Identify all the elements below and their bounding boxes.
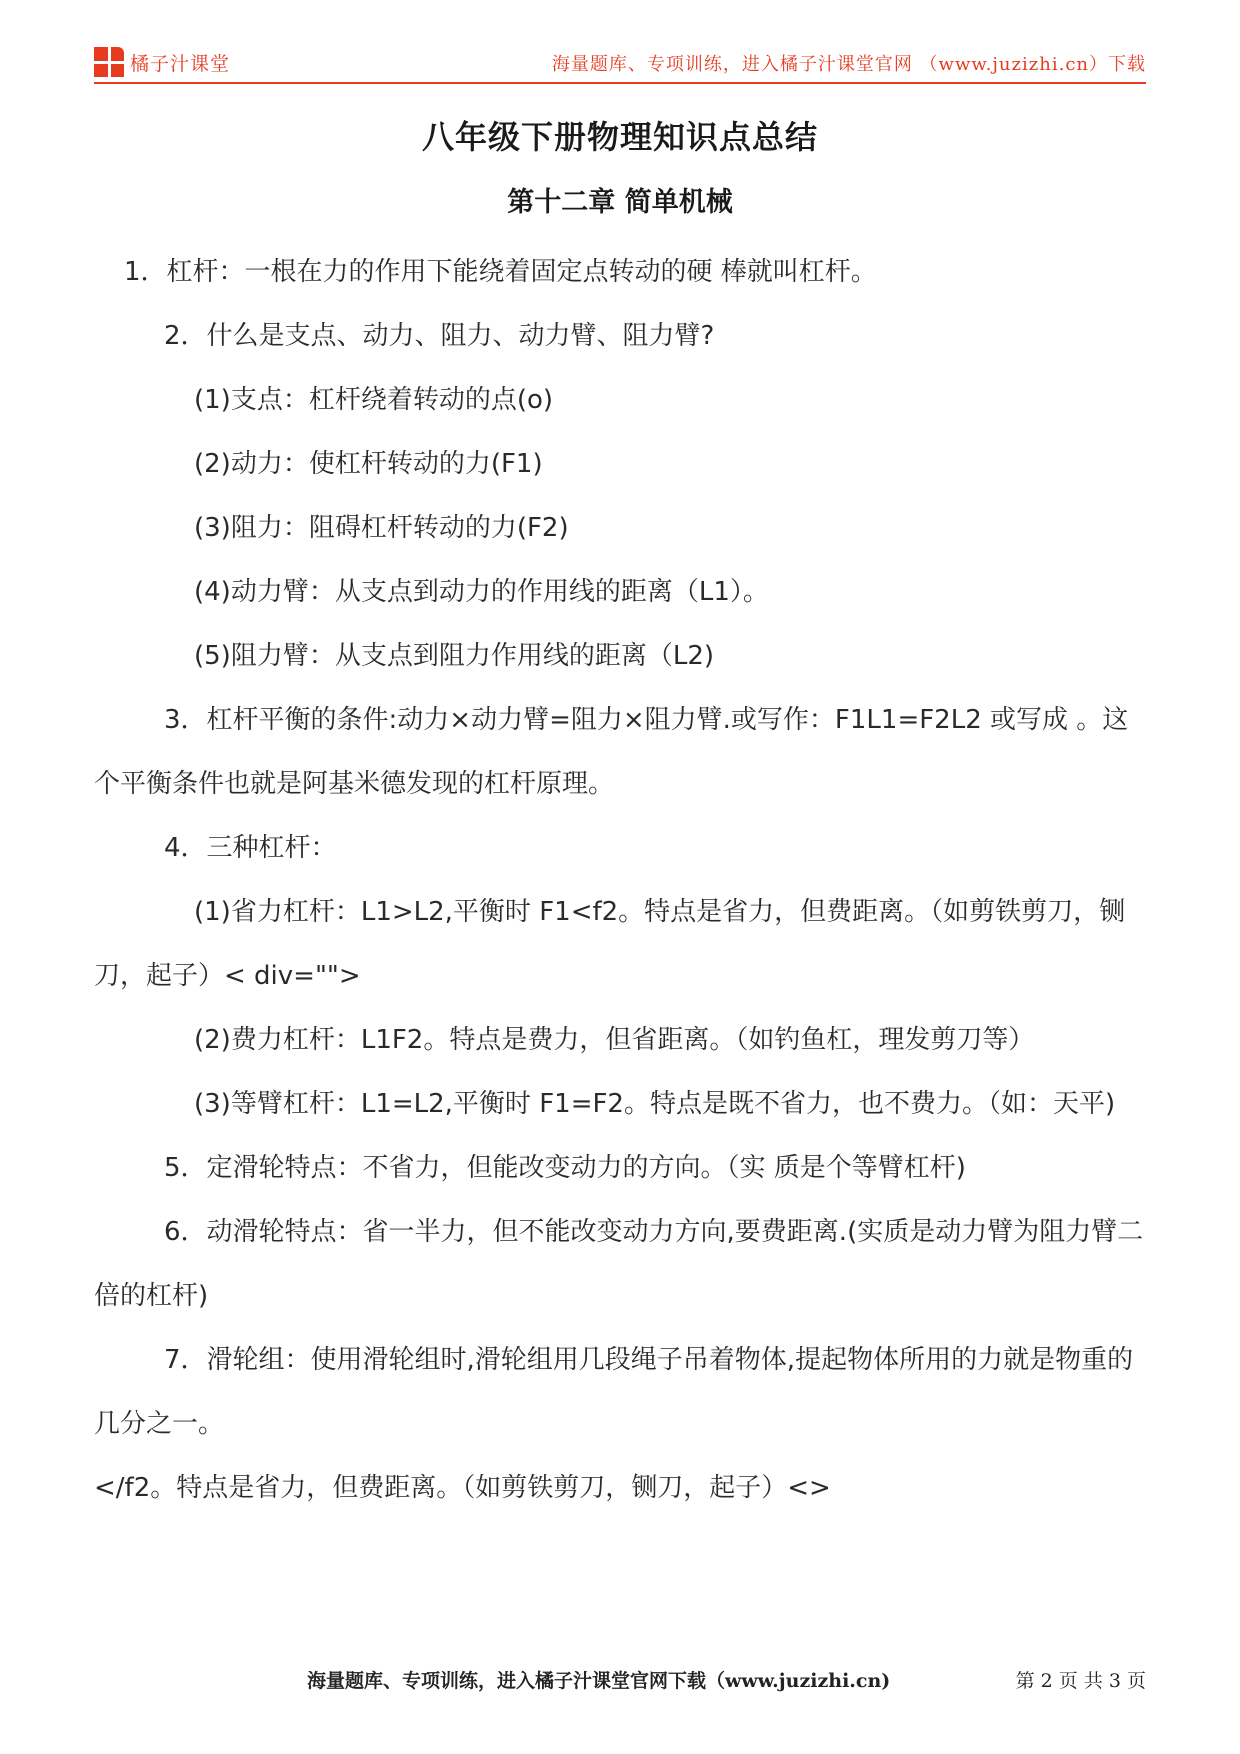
footer-slogan: 海量题库、专项训练，进入橘子汁课堂官网下载（www.juzizhi.cn)	[307, 1670, 891, 1692]
logo-icon	[94, 47, 124, 77]
page-title: 八年级下册物理知识点总结	[421, 118, 818, 156]
paragraph-5: 5．定滑轮特点：不省力，但能改变动力的方向。（实 质是个等臂杠杆)	[164, 1153, 966, 1183]
paragraph-3: 3．杠杆平衡的条件:动力×动力臂=阻力×阻力臂.或写作：F1L1=F2L2 或写成 。这个平衡条件也就是阿基米德发现的杠杆原理。	[94, 705, 1129, 799]
logo-text: 橘子汁课堂	[130, 52, 231, 75]
paragraph-fulcrum: (1)支点：杠杆绕着转动的点(o)	[194, 385, 554, 415]
brand-logo[interactable]	[94, 46, 230, 78]
header-divider	[94, 82, 1146, 84]
page-number: 第 2 页 共 3 页	[1015, 1670, 1146, 1692]
paragraph-effort-arm: (4)动力臂：从支点到动力的作用线的距离（L1）。	[194, 577, 769, 607]
paragraph-resistance-arm: (5)阻力臂：从支点到阻力作用线的距离（L2)	[194, 641, 715, 671]
document-body	[94, 240, 1146, 1520]
paragraph-4: 4．三种杠杆：	[164, 833, 337, 863]
paragraph-1: 1．杠杆：一根在力的作用下能绕着固定点转动的硬 棒就叫杠杆。	[124, 257, 877, 287]
paragraph-trailing: </f2。特点是省力，但费距离。（如剪铁剪刀，铡刀，起子）<>	[94, 1473, 831, 1503]
paragraph-6: 6．动滑轮特点：省一半力，但不能改变动力方向,要费距离.(实质是动力臂为阻力臂二倍的杠杆)	[94, 1217, 1144, 1311]
paragraph-effort: (2)动力：使杠杆转动的力(F1)	[194, 449, 543, 479]
page-footer	[94, 1666, 1146, 1700]
page-header	[94, 42, 1146, 82]
chapter-heading: 第十二章 简单机械	[507, 187, 733, 218]
paragraph-lever-force-costing: (2)费力杠杆：L1F2。特点是费力，但省距离。（如钓鱼杠，理发剪刀等）	[194, 1025, 1035, 1055]
paragraph-lever-force-saving: (1)省力杠杆：L1>L2,平衡时 F1<f2。特点是省力，但费距离。（如剪铁剪刀，铡刀，起子）< div="">	[94, 897, 1126, 991]
paragraph-7: 7．滑轮组：使用滑轮组时,滑轮组用几段绳子吊着物体,提起物体所用的力就是物重的几分之一。	[94, 1345, 1134, 1439]
paragraph-2: 2．什么是支点、动力、阻力、动力臂、阻力臂?	[164, 321, 715, 351]
paragraph-lever-equal-arm: (3)等臂杠杆：L1=L2,平衡时 F1=F2。特点是既不省力，也不费力。（如：天平)	[194, 1089, 1116, 1119]
header-slogan: 海量题库、专项训练，进入橘子汁课堂官网 （www.juzizhi.cn）下载	[551, 54, 1146, 75]
paragraph-resistance: (3)阻力：阻碍杠杆转动的力(F2)	[194, 513, 569, 543]
